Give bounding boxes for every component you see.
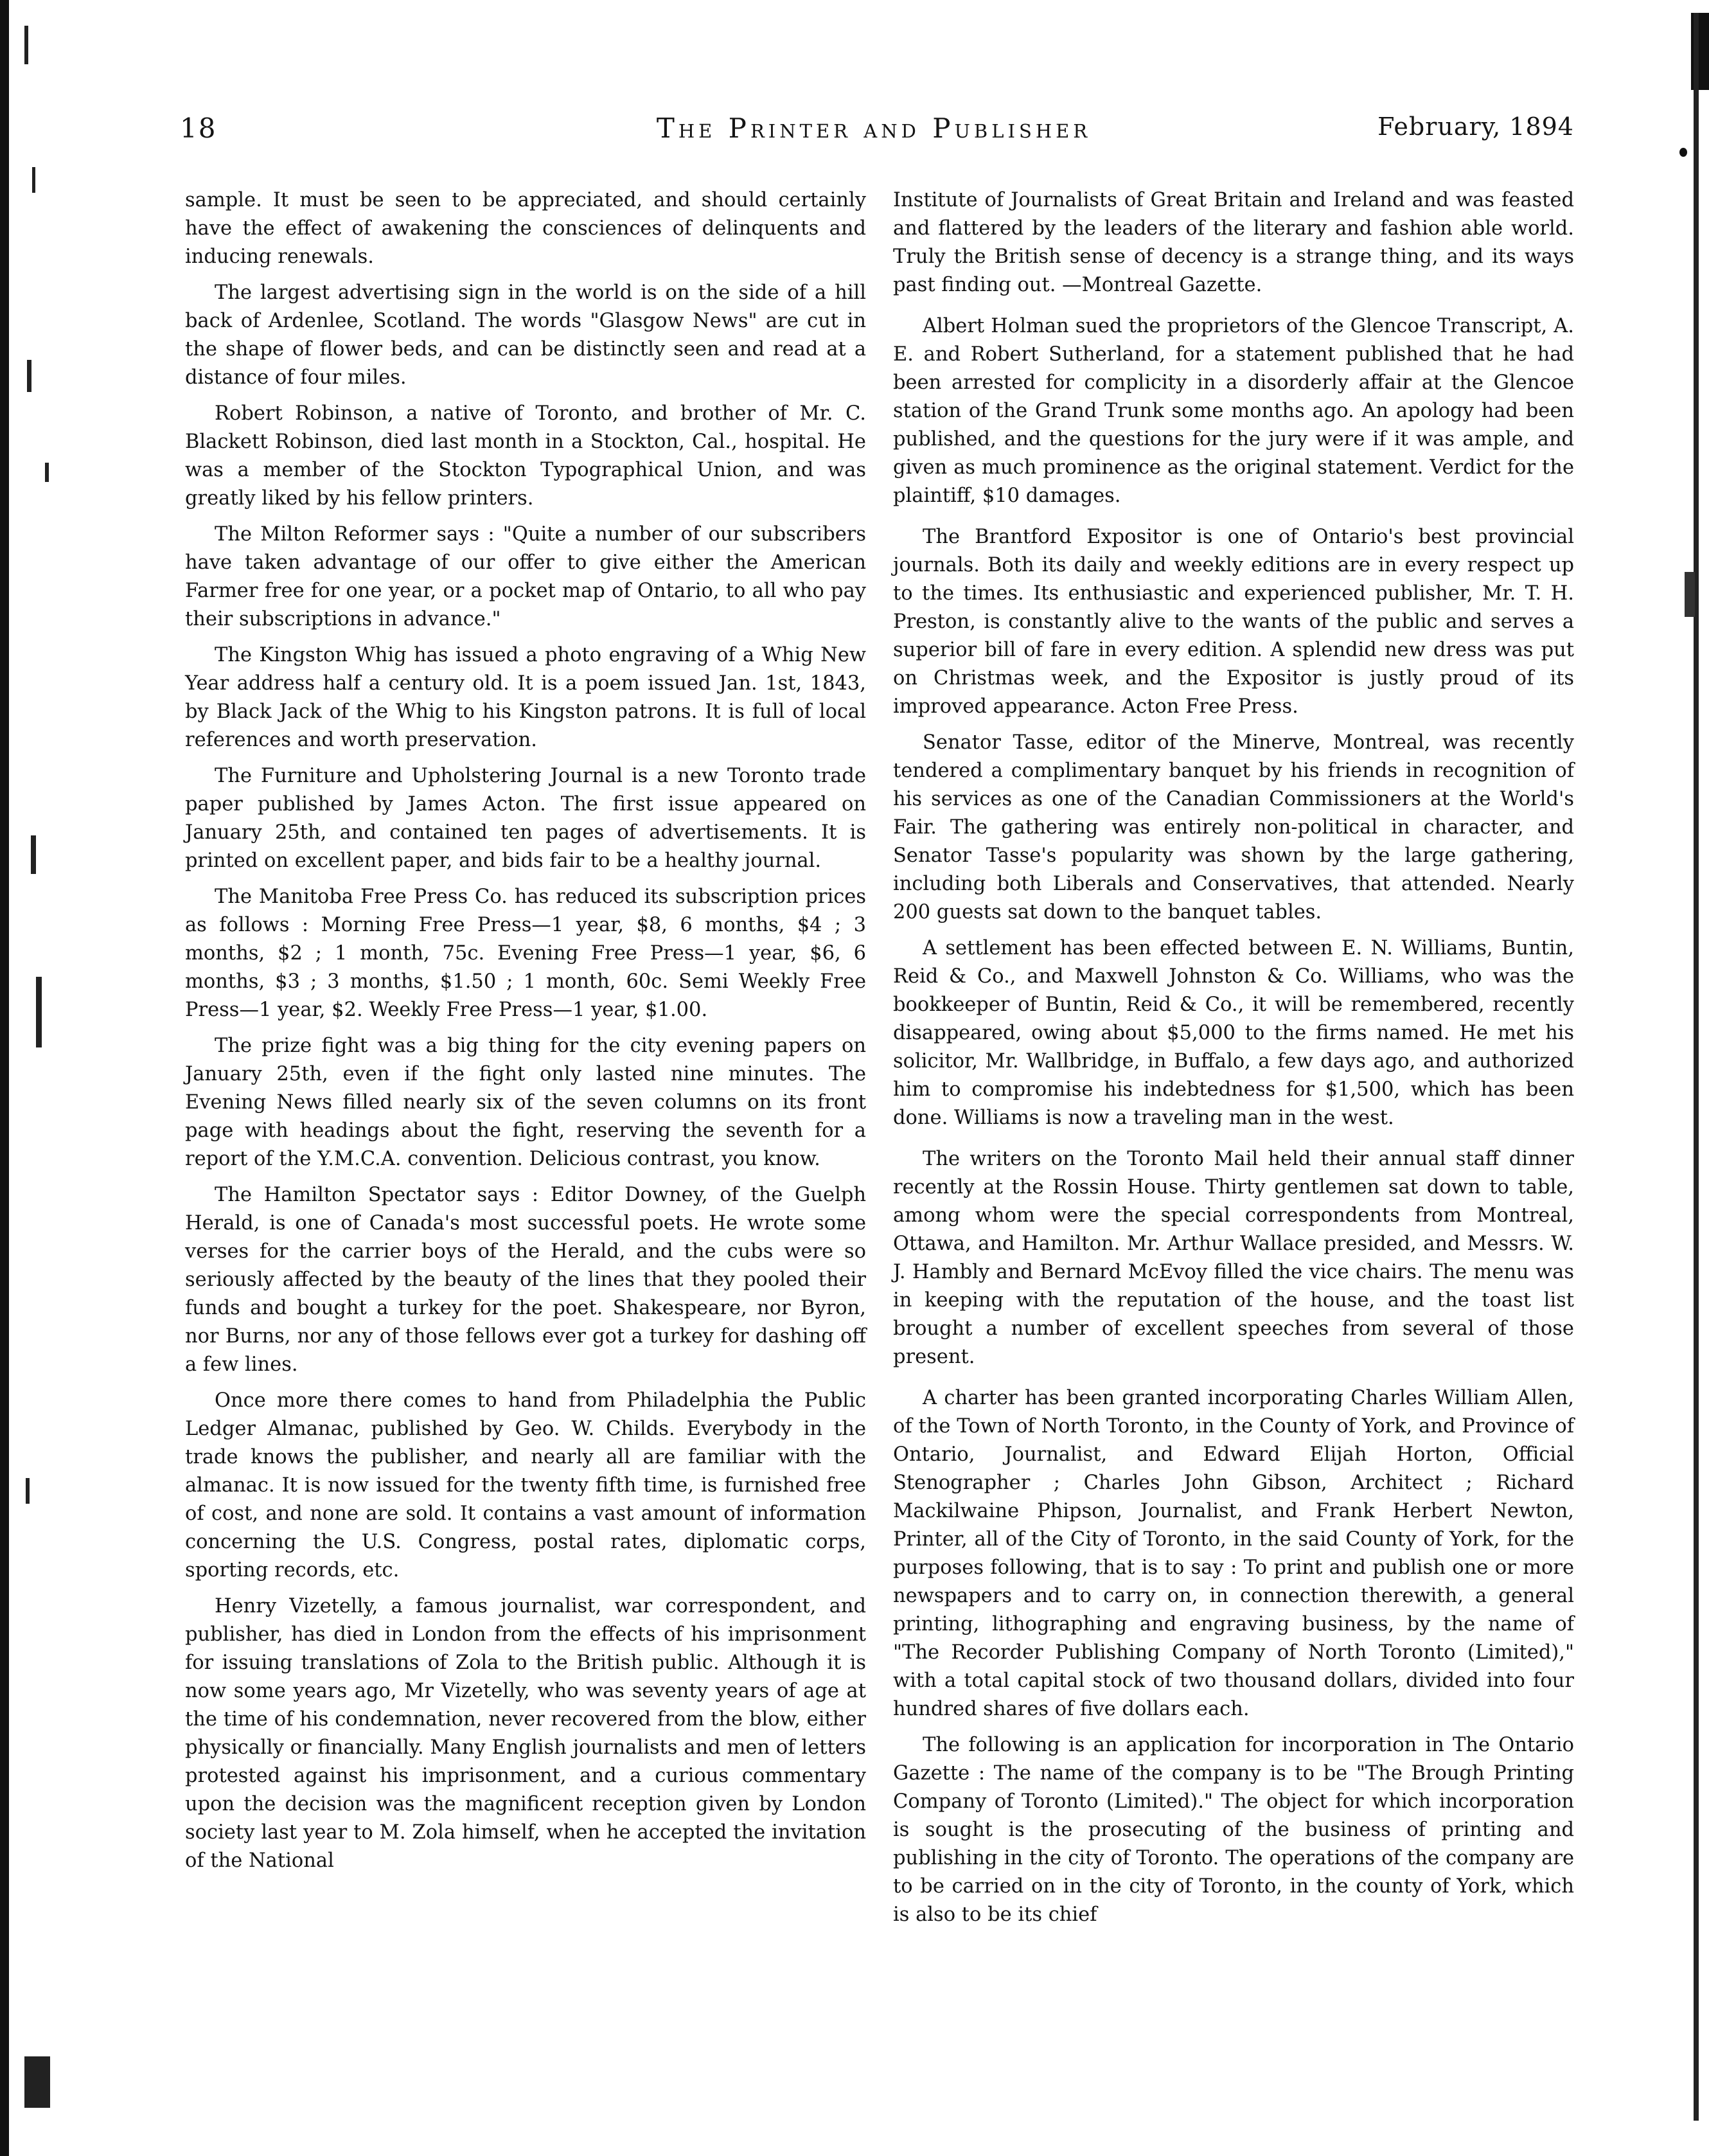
paragraph: The following is an application for incorporation in The Ontario Gazette : The name of the company is to be "The Brough Printing Company of Toronto (Limited)." The object for which incorporation is sought is the prosecuting of the business of printing and publishing in the city of Toronto. The operations of the company are to be carried on in the city of Toronto, in the county of York, which is also to be its chief xyxy=(893,1734,1574,1926)
paragraph: Once more there comes to hand from Philadelphia the Public Ledger Almanac, published by Geo. W. Childs. Everybody in the trade knows the publisher, and nearly all are familiar with the almanac. It is now issued for the twenty fifth time, is furnished free of cost, and none are sold. It contains a vast amount of information concerning the U.S. Congress, postal rates, diplomatic corps, sporting records, etc. xyxy=(185,1389,866,1581)
left-column xyxy=(185,186,866,1883)
right-column xyxy=(893,186,1574,1937)
paragraph: Robert Robinson, a native of Toronto, and brother of Mr. C. Blackett Robinson, died last month in a Stockton, Cal., hospital. He was a member of the Stockton Typographical Union, and was greatly liked by his fellow printers. xyxy=(185,402,866,510)
paragraph: Albert Holman sued the proprietors of the Glencoe Transcript, A. E. and Robert Sutherland, for a statement published that he had been arrested for complicity in a disorderly affair at the Glencoe station of the Grand Trunk some months ago. An apology had been published, and the questions for the jury were if it was ample, and given as much prominence as the original statement. Verdict for the plaintiff, $10 damages. xyxy=(893,315,1574,507)
paragraph: The largest advertising sign in the world is on the side of a hill back of Ardenlee, Scotland. The words "Glasgow News" are cut in the shape of flower beds, and can be distinctly seen and read at a distance of four miles. xyxy=(185,281,866,389)
paragraph: The writers on the Toronto Mail held their annual staff dinner recently at the Rossin House. Thirty gentlemen sat down to table, among whom were the special correspondents from Montreal, Ottawa, and Hamilton. Mr. Arthur Wallace presided, and Messrs. W. J. Hambly and Bernard McEvoy filled the vice chairs. The menu was in keeping with the reputation of the house, and the toast list brought a number of excellent speeches from several of those present. xyxy=(893,1148,1574,1368)
paragraph: The Furniture and Upholstering Journal is a new Toronto trade paper published by James Acton. The first issue appeared on January 25th, and contained ten pages of advertisements. It is printed on excellent paper, and bids fair to be a healthy journal. xyxy=(185,765,866,872)
paragraph: The Kingston Whig has issued a photo engraving of a Whig New Year address half a century old. It is a poem issued Jan. 1st, 1843, by Black Jack of the Whig to his Kingston patrons. It is full of local references and worth preservation. xyxy=(185,644,866,751)
scan-edge-left xyxy=(0,0,14,2156)
paragraph: A charter has been granted incorporating Charles William Allen, of the Town of North Toronto, in the County of York, and Province of Ontario, Journalist, and Edward Elijah Horton, Official Stenographer ; Charles John Gibson, Architect ; Richard Mackilwaine Phipson, Journalist, and Frank Herbert Newton, Printer, all of the City of Toronto, in the said County of York, for the purposes following, that is to say : To print and publish one or more newspapers and to carry on, in connection therewith, a general printing, lithographing and engraving business, by the name of "The Recorder Publishing Company of North Toronto (Limited)," with a total capital stock of two thousand dollars, divided into four hundred shares of five dollars each. xyxy=(893,1387,1574,1720)
publication-title: The Printer and Publisher xyxy=(656,112,1092,144)
paragraph: The Hamilton Spectator says : Editor Downey, of the Guelph Herald, is one of Canada's most successful poets. He wrote some verses for the carrier boys of the Herald, and the cubs were so seriously affected by the beauty of the lines that they pooled their funds and bought a turkey for the poet. Shakespeare, nor Byron, nor Burns, nor any of those fellows ever got a turkey for dashing off a few lines. xyxy=(185,1184,866,1376)
scan-edge-right xyxy=(1670,0,1709,2156)
paragraph: Senator Tasse, editor of the Minerve, Montreal, was recently tendered a complimentary banquet by his friends in recognition of his services as one of the Canadian Commissioners at the World's Fair. The gathering was entirely non-political in character, and Senator Tasse's popularity was shown by the large gathering, including both Liberals and Conservatives, that attended. Nearly 200 guests sat down to the banquet tables. xyxy=(893,731,1574,923)
paragraph: The prize fight was a big thing for the city evening papers on January 25th, even if the fight only lasted nine minutes. The Evening News filled nearly six of the seven columns on its front page with headings about the fight, reserving the seventh for a report of the Y.M.C.A. convention. Delicious contrast, you know. xyxy=(185,1035,866,1170)
paragraph: A settlement has been effected between E. N. Williams, Buntin, Reid & Co., and Maxwell Johnston & Co. Williams, who was the bookkeeper of Buntin, Reid & Co., it will be remembered, recently disappeared, owing about $5,000 to the firms named. He met his solicitor, Mr. Wallbridge, in Buffalo, a few days ago, and authorized him to compromise his indebtedness for $1,500, which has been done. Williams is now a traveling man in the west. xyxy=(893,937,1574,1129)
paragraph: The Brantford Expositor is one of Ontario's best provincial journals. Both its daily and weekly editions are in every respect up to the times. Its enthusiastic and experienced publisher, Mr. T. H. Preston, is constantly alive to the wants of the public and serves a superior bill of fare in every edition. A splendid new dress was put on Christmas week, and the Expositor is justly proud of its improved appearance. Acton Free Press. xyxy=(893,526,1574,718)
issue-date: February, 1894 xyxy=(1377,112,1574,141)
page-number: 18 xyxy=(180,112,217,144)
paragraph: The Milton Reformer says : "Quite a number of our subscribers have taken advantage of our offer to give either the American Farmer free for one year, or a pocket map of Ontario, to all who pay their subscriptions in advance." xyxy=(185,523,866,630)
scan-edge-marks xyxy=(19,0,71,2156)
paragraph: Henry Vizetelly, a famous journalist, war correspondent, and publisher, has died in London from the effects of his imprisonment for issuing translations of Zola to the British public. Although it is now some years ago, Mr Vizetelly, who was seventy years of age at the time of his condemnation, never recovered from the blow, either physically or financially. Many English journalists and men of letters protested against his imprisonment, and a curious commentary upon the decision was the magnificent reception given by London society last year to M. Zola himself, when he accepted the invitation of the National xyxy=(185,1595,866,1872)
page-header xyxy=(180,112,1574,151)
paragraph: Institute of Journalists of Great Britain and Ireland and was feasted and flattered by the leaders of the literary and fashion able world. Truly the British sense of decency is a strange thing, and its ways past finding out. —Montreal Gazette. xyxy=(893,189,1574,296)
paragraph: sample. It must be seen to be appreciated, and should certainly have the effect of awakening the consciences of delinquents and inducing renewals. xyxy=(185,189,866,268)
paragraph: The Manitoba Free Press Co. has reduced its subscription prices as follows : Morning Free Press—1 year, $8, 6 months, $4 ; 3 months, $2 ; 1 month, 75c. Evening Free Press—1 year, $6, 6 months, $3 ; 3 months, $1.50 ; 1 month, 60c. Semi Weekly Free Press—1 year, $2. Weekly Free Press—1 year, $1.00. xyxy=(185,886,866,1021)
